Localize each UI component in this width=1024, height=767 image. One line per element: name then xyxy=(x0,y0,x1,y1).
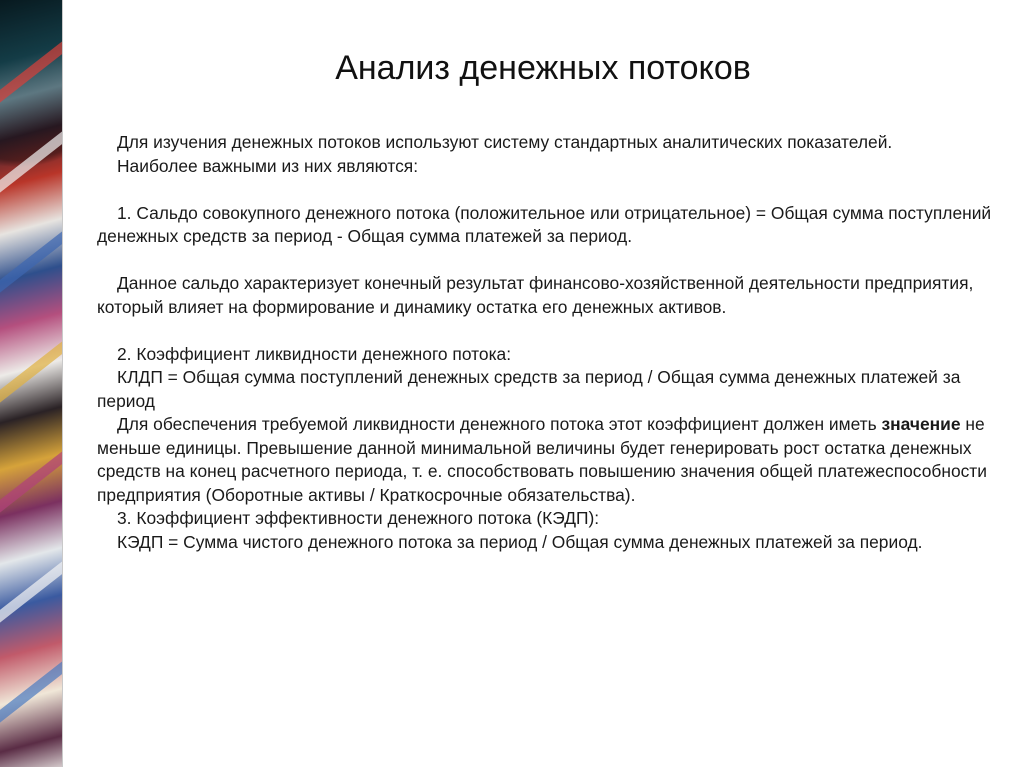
item2-note-end: не меньше единицы. Превышение данной минимальной величины будет генерировать рост остатка денежных средств на конец расчетного периода, т. е. способствовать повышению значения общей платежеспособности предприятия (Оборотные активы / Краткосрочные обязательства). xyxy=(97,414,987,505)
item1-note: Данное сальдо характеризует конечный результат финансово-хозяйственной деятельности предприятия, который влияет на формирование и динамику остатка его денежных активов. xyxy=(97,273,974,317)
intro-lead-in: Наиболее важными из них являются: xyxy=(117,155,419,176)
decorative-side-artwork xyxy=(0,0,62,767)
artwork-stripe xyxy=(0,428,62,522)
item1-formula: 1. Сальдо совокупного денежного потока (положительное или отрицательное) = Общая сумма поступлений денежных средств за период - Общая сумма платежей за период. xyxy=(97,202,992,246)
item3-title: 3. Коэффициент эффективности денежного потока (КЭДП): xyxy=(117,508,600,528)
artwork-stripe xyxy=(0,318,62,412)
paragraph-gap xyxy=(97,249,997,273)
item2-formula: КЛДП = Общая сумма поступлений денежных средств за период / Общая сумма денежных платежей за период xyxy=(97,367,961,411)
intro-paragraph: Для изучения денежных потоков используют систему стандартных аналитических показателей. xyxy=(117,132,893,152)
paragraph-gap xyxy=(97,178,997,202)
artwork-stripe xyxy=(0,108,62,202)
paragraph-gap xyxy=(97,319,997,343)
artwork-stripe xyxy=(0,638,62,732)
item3-formula: КЭДП = Сумма чистого денежного потока за период / Общая сумма денежных платежей за период. xyxy=(117,531,923,552)
item2-note-bold: значение xyxy=(881,414,961,434)
slide-body xyxy=(97,131,997,554)
artwork-stripe xyxy=(0,18,62,112)
side-divider xyxy=(62,0,63,767)
item2-note xyxy=(97,413,997,507)
slide-title: Анализ денежных потоков xyxy=(335,49,751,87)
item2-title: 2. Коэффициент ликвидности денежного потока: xyxy=(117,343,512,364)
artwork-stripe xyxy=(0,208,62,302)
artwork-stripe xyxy=(0,538,62,632)
item2-note-start: Для обеспечения требуемой ликвидности денежного потока этот коэффициент должен иметь xyxy=(117,414,882,434)
